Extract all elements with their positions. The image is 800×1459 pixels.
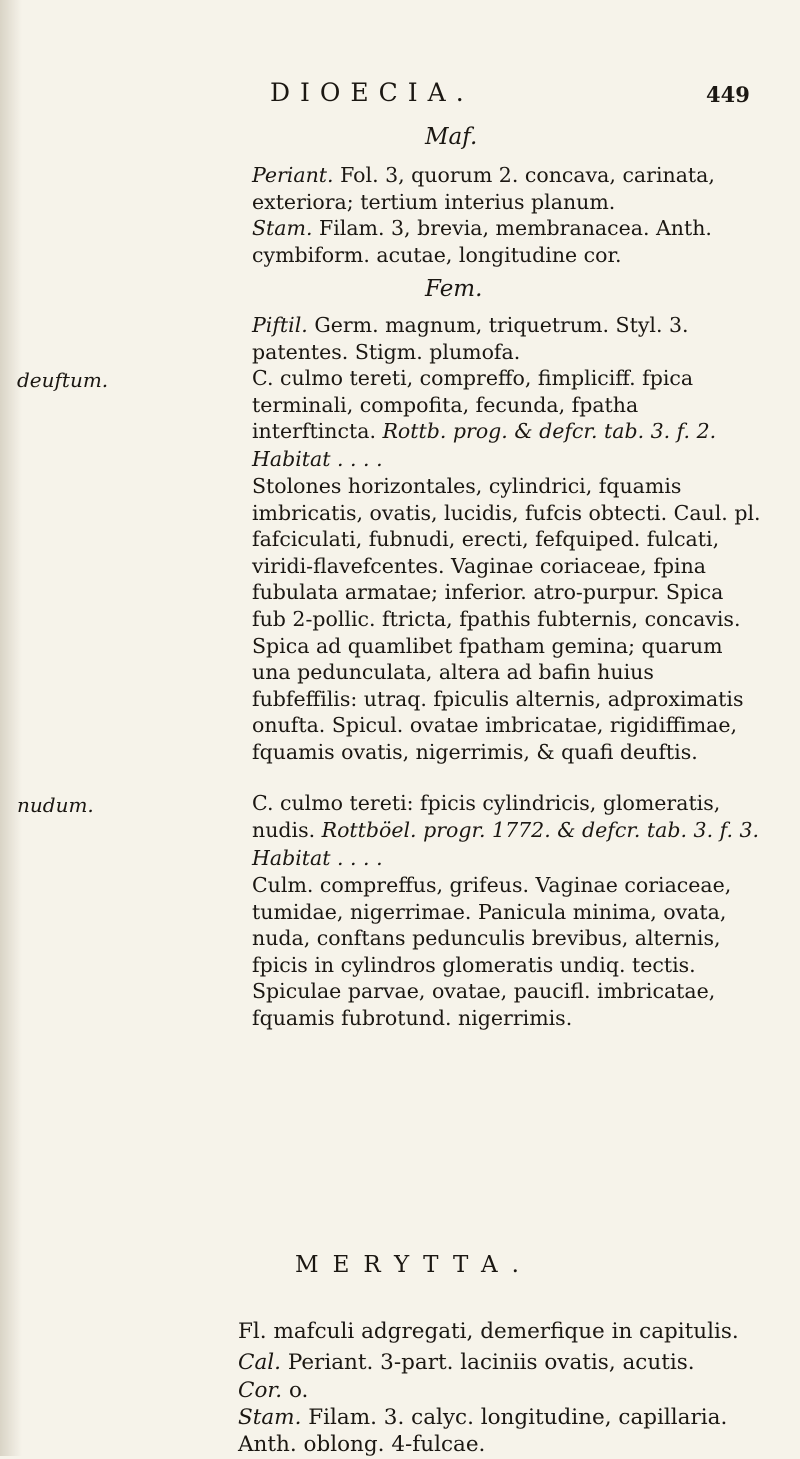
- label-cor: Cor.: [238, 1377, 283, 1403]
- species-1-habitat: [252, 446, 762, 473]
- paragraph-species-1-description: [252, 365, 762, 445]
- subheading-mas: Maf.: [425, 124, 478, 150]
- label-stam: Stam.: [252, 216, 313, 240]
- genus-cor: [238, 1377, 778, 1405]
- text-cal: Periant. 3-part. laciniis ovatis, acutis.: [280, 1349, 695, 1375]
- page-number: 449: [706, 82, 750, 107]
- genus-intro: Fl. mafculi adgregati, demerfique in capitulis.: [238, 1318, 739, 1344]
- margin-label-species-2: nudum.: [17, 793, 94, 817]
- margin-label-species-1: deuftum.: [17, 368, 109, 392]
- paragraph-mas-periant: [252, 162, 762, 215]
- genus-heading: MERYTTA.: [295, 1252, 533, 1278]
- species-1-habitat-text: Habitat . . . .: [252, 447, 383, 471]
- text-cor: o.: [282, 1377, 309, 1403]
- text-genus-stam: Filam. 3. calyc. longitudine, capillaria. Anth. oblong. 4-fulcae.: [238, 1404, 728, 1457]
- genus-cal: [238, 1349, 778, 1377]
- label-cal: Cal.: [238, 1349, 281, 1375]
- text-stam: Filam. 3, brevia, membranacea. Anth. cymbiform. acutae, longitudine cor.: [252, 216, 712, 267]
- text-pistil: Germ. magnum, triquetrum. Styl. 3. patentes. Stigm. plumofa.: [252, 313, 689, 364]
- species-2-notes: Culm. compreffus, grifeus. Vaginae coriaceae, tumidae, nigerrimae. Panicula minima, ovata, nuda, conftans pedunculis brevibus, alternis, fpicis in cylindros glomeratis undiq. tectis. Spiculae parvae, ovatae, paucifl. imbricatae, fquamis fubrotund. nigerrimis.: [252, 873, 732, 1030]
- species-1-citation: Rottb. prog. & defcr. tab. 3. f. 2.: [382, 419, 717, 444]
- label-periant: Periant.: [252, 163, 334, 187]
- genus-stam: [238, 1404, 778, 1459]
- species-2-citation: Rottböel. progr. 1772. & defcr. tab. 3. f. 3.: [321, 817, 760, 842]
- running-head: [0, 78, 800, 112]
- class-title: DIOECIA.: [270, 78, 474, 107]
- label-pistil: Piftil.: [252, 313, 308, 337]
- label-genus-stam: Stam.: [238, 1404, 302, 1430]
- subheading-fem: Fem.: [425, 276, 483, 302]
- species-2-habitat-text: Habitat . . . .: [252, 846, 383, 870]
- text-periant: Fol. 3, quorum 2. concava, carinata, exteriora; tertium interius planum.: [252, 163, 715, 214]
- species-2-habitat: [252, 845, 762, 872]
- paragraph-species-2-description: [252, 790, 762, 843]
- species-1-description: C. culmo tereti, compreffo, fimpliciff. fpica terminali, compofita, fecunda, fpatha interftincta.: [252, 366, 694, 444]
- species-1-notes: Stolones horizontales, cylindrici, fquamis imbricatis, ovatis, lucidis, fufcis obtecti. Caul. pl. fafciculati, fubnudi, erecti, fefquiped. fulcati, viridi-flavefcentes. Vaginae coriaceae, fpina fubulata armatae; inferior. atro-purpur. Spica fub 2-pollic. ftricta, fpathis fubternis, concavis. Spica ad quamlibet fpatham gemina; quarum una pedunculata, altera ad bafin huius fubfeffilis: utraq. fpiculis alternis, adproximatis onufta. Spicul. ovatae imbricatae, rigidiffimae, fquamis ovatis, nigerrimis, & quafi deuftis.: [252, 474, 761, 764]
- paragraph-fem-pistil: [252, 312, 762, 365]
- page-gutter-shadow: [0, 0, 22, 1456]
- paragraph-mas-stam: [252, 215, 762, 268]
- species-2-description: C. culmo tereti: fpicis cylindricis, glomeratis, nudis.: [252, 791, 721, 842]
